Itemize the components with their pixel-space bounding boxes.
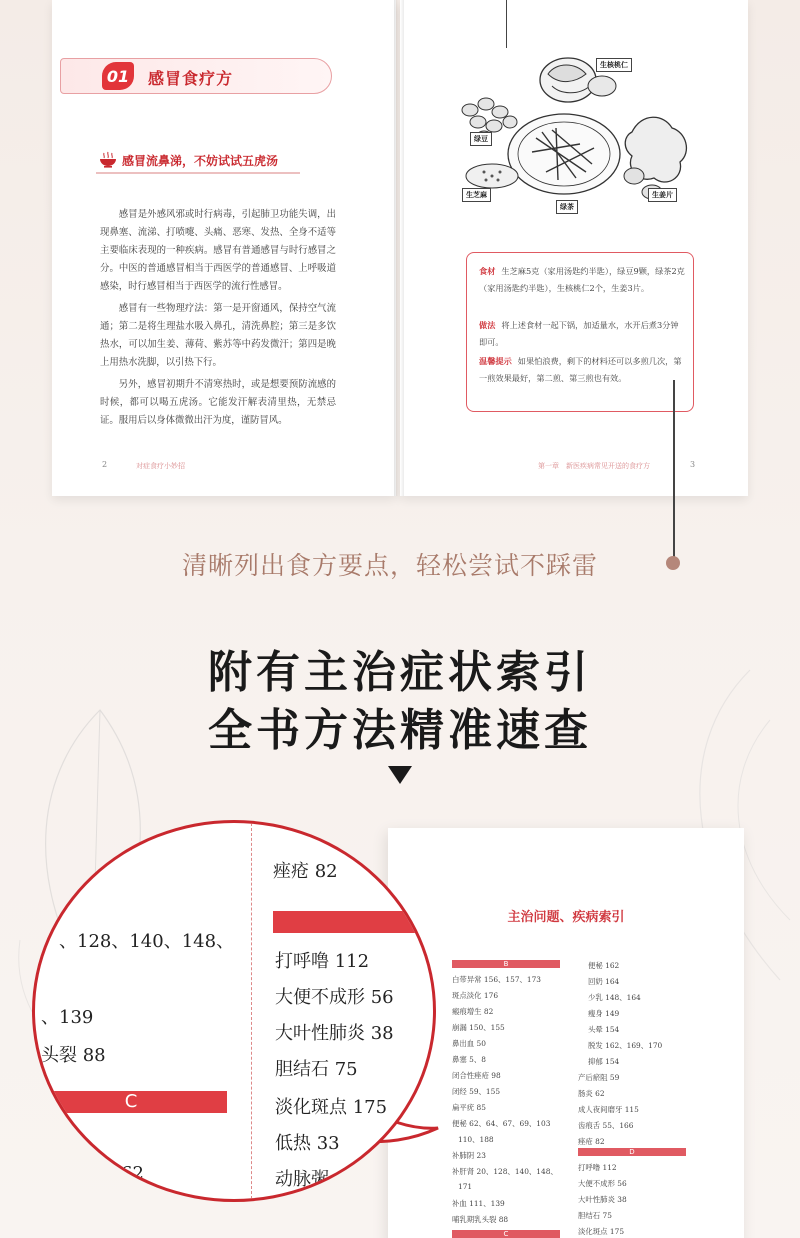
index-item: 便秘 162: [588, 961, 620, 970]
index-title: 主治问题、疾病索引: [507, 910, 625, 925]
label-green-tea: 绿茶: [556, 200, 578, 214]
mag-right-top: 痤疮 82: [273, 861, 338, 882]
index-item: 补肝肾 20、128、140、148、: [452, 1167, 558, 1176]
top-guide-line: [506, 0, 507, 48]
mag-left-line-3: 头裂 88: [41, 1045, 106, 1066]
page-number-left: 2: [102, 460, 108, 469]
index-item: 闭合性痤疮 98: [452, 1071, 501, 1080]
paragraph-1: 感冒是外感风邪或时行病毒，引起肺卫功能失调，出现鼻塞、流涕、打喷嚏、头痛、恶寒、发热、全身不适等主要临床表现的一种疾病。感冒有普通感冒与时行感冒之分。中医的普通感冒相当于西医学的普通感冒、上呼吸道感染，时行感冒相当于西医学的流行性感冒。: [100, 209, 336, 292]
label-walnut: 生核桃仁: [596, 58, 632, 72]
mag-left-line-2: 、139: [41, 1007, 94, 1028]
index-item: 回奶 164: [588, 977, 620, 986]
index-head-d: D: [578, 1148, 686, 1156]
index-item: 斑点淡化 176: [452, 991, 499, 1000]
ingredients-text: 生芝麻5克（家用汤匙约半匙），绿豆9颗，绿茶2克（家用汤匙约半匙），生核桃仁2个，生姜3片。: [479, 266, 685, 293]
mag-right-item: 胆结石 75: [275, 1059, 358, 1080]
mag-right-item: 淡化斑点 175: [275, 1097, 388, 1118]
callout-dot: [666, 556, 680, 570]
index-item: 脱发 162、169、170: [588, 1041, 663, 1050]
index-item: 少乳 148、164: [588, 993, 641, 1002]
mag-right-item: 动脉粥: [275, 1169, 329, 1190]
recipe-ingredients: [479, 263, 685, 297]
index-item: 痤疮 82: [578, 1137, 605, 1146]
down-triangle-icon: [388, 766, 412, 784]
index-item: 补肺阴 23: [452, 1151, 486, 1160]
ingredients-key: 食材: [479, 266, 496, 276]
section-title: 感冒食疗方: [148, 69, 234, 88]
index-item: 抑郁 154: [588, 1057, 620, 1066]
mag-right-item: 打呼噜 112: [275, 951, 370, 972]
recipe-tip: [479, 353, 685, 387]
index-item: 齿痕舌 55、166: [578, 1121, 634, 1130]
index-item: 便秘 62、64、67、69、103: [452, 1119, 551, 1128]
index-item: 闭经 59、155: [452, 1087, 501, 1096]
sub-title-underline: [96, 172, 300, 174]
index-item: 白带异常 156、157、173: [452, 975, 542, 984]
index-item: 扁平疣 85: [452, 1103, 486, 1112]
index-item: 肠炎 62: [578, 1089, 605, 1098]
index-item: 瘦身 149: [588, 1009, 620, 1018]
magnifier-divider: [251, 823, 252, 1199]
paragraph-3: 另外，感冒初期升不清寒热时，或是想要预防流感的时候，都可以喝五虎汤。它能发汗解表清里热，无禁忌证。服用后以身体微微出汗为度，谨防冒风。: [100, 379, 336, 426]
label-mung-bean: 绿豆: [470, 132, 492, 146]
headline-line-2: 全书方法精准速查: [208, 705, 592, 756]
sub-title: 感冒流鼻涕，不妨试试五虎汤: [122, 154, 279, 168]
mag-right-item: 大便不成形 56: [275, 987, 394, 1008]
index-item: 胆结石 75: [578, 1211, 612, 1220]
index-page: [388, 828, 744, 1238]
recipe-box: [466, 252, 694, 412]
index-item: 鼻出血 50: [452, 1039, 486, 1048]
index-item: 大便不成形 56: [578, 1179, 627, 1188]
index-item: 产后瘀阻 59: [578, 1073, 620, 1082]
running-title-left: 对症食疗小妙招: [136, 462, 185, 470]
mag-right-item: 大叶性肺炎 38: [275, 1023, 394, 1044]
index-item: 171: [458, 1182, 473, 1191]
index-item: 110、188: [458, 1135, 494, 1144]
section-number-badge: 01: [102, 62, 134, 90]
tip-text: 如果怕浪费，剩下的材料还可以多煎几次，第一煎效果最好，第二煎、第三煎也有效。: [479, 356, 682, 383]
running-title-right: 第一章 新医疾病常见开送的食疗方: [538, 462, 650, 470]
headline-line-1: 附有主治症状索引: [208, 647, 592, 698]
recipe-method: [479, 317, 685, 351]
caption-recipe-points: 清晰列出食方要点，轻松尝试不踩雷: [182, 551, 599, 580]
index-item: 崩漏 150、155: [452, 1023, 505, 1032]
index-item: 成人夜间磨牙 115: [578, 1105, 639, 1114]
index-item: 补血 111、139: [452, 1199, 505, 1208]
label-ginger: 生姜片: [648, 188, 677, 202]
index-item: 哺乳期乳头裂 88: [452, 1215, 509, 1224]
tip-key: 温馨提示: [479, 356, 512, 366]
index-item: 鼻塞 5、8: [452, 1055, 486, 1064]
mag-left-bottom: 62: [121, 1163, 144, 1184]
index-item: 淡化斑点 175: [578, 1227, 625, 1236]
method-text: 将上述食材一起下锅，加适量水，水开后煮3分钟即可。: [479, 320, 679, 347]
mag-bar-c: C: [35, 1091, 227, 1113]
method-key: 做法: [479, 320, 496, 330]
index-item: 头晕 154: [588, 1025, 620, 1034]
bowl-icon: [98, 150, 118, 168]
magnifier-lens: [32, 820, 436, 1202]
index-item: 瘢痕增生 82: [452, 1007, 494, 1016]
index-head-b: B: [452, 960, 560, 968]
paragraph-2: 感冒有一些物理疗法：第一是开窗通风，保持空气流通；第二是将生理盐水吸入鼻孔，清洗鼻腔；第三是多饮热水，可以加生姜、薄荷、紫苏等中药发微汗；第四是晚上用热水洗脚，以引热下行。: [100, 303, 336, 368]
index-item: 打呼噜 112: [578, 1163, 617, 1172]
mag-bar-d: [273, 911, 436, 933]
callout-line: [673, 380, 675, 560]
page-number-right: 3: [690, 460, 696, 469]
mag-right-item: 低热 33: [275, 1133, 340, 1154]
index-item: 大叶性肺炎 38: [578, 1195, 627, 1204]
mag-left-line-1: 、128、140、148、: [59, 931, 235, 952]
label-sesame: 生芝麻: [462, 188, 491, 202]
index-head-c: C: [452, 1230, 560, 1238]
book-spine: [394, 0, 404, 496]
